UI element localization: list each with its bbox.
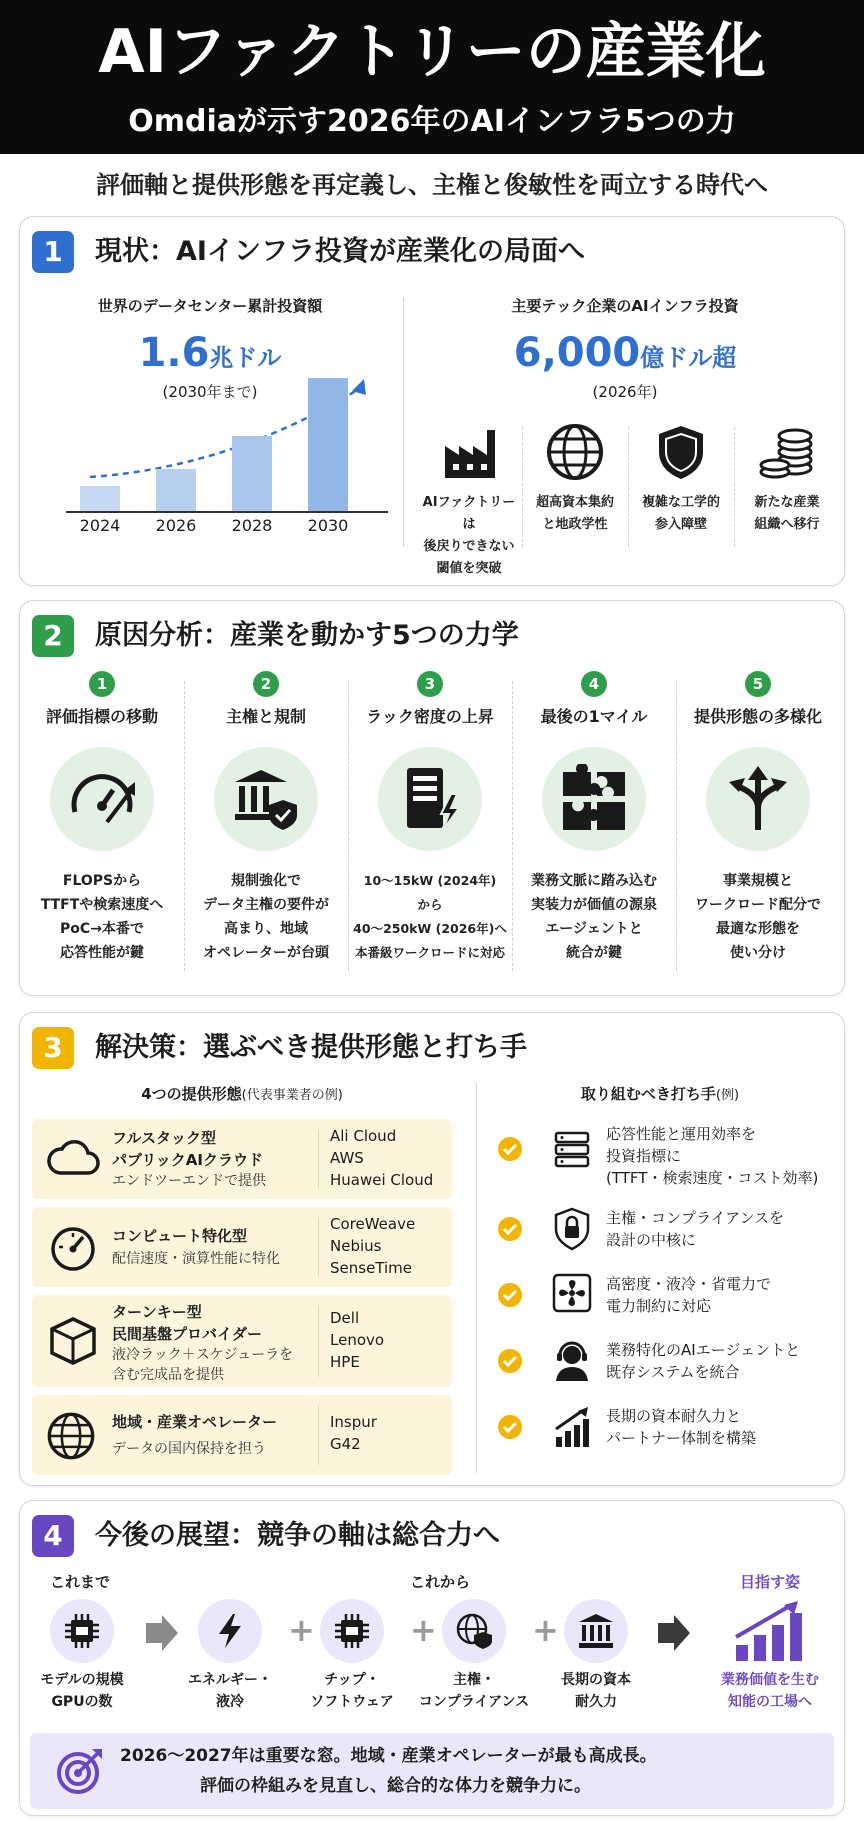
target-icon (56, 1747, 104, 1795)
force-number: 3 (417, 671, 443, 697)
force-number: 4 (581, 671, 607, 697)
action-item (498, 1403, 838, 1457)
force-description: 事業規模と ワークロード配分で 最適な形態を 使い分け (695, 873, 821, 961)
check-icon (498, 1137, 522, 1161)
split-arrows-icon (723, 764, 793, 834)
type-companies: Dell Lenovo HPE (330, 1309, 385, 1371)
divider (318, 1405, 319, 1465)
section-outlook (19, 1500, 845, 1816)
tech-investment-note: (2026年) (592, 383, 658, 401)
divider (512, 681, 513, 971)
cloud-icon (46, 1135, 100, 1181)
x-tick-label: 2028 (231, 516, 273, 535)
divider (318, 1217, 319, 1277)
after-item-label: チップ・ ソフトウェア (310, 1672, 394, 1710)
dc-investment-label: 世界のデータセンター累計投資額 (97, 297, 323, 315)
section-badge: 1 (32, 231, 74, 273)
type-companies: Inspur G42 (330, 1413, 377, 1453)
divider (522, 427, 523, 547)
after-icon-circle (564, 1599, 628, 1663)
section-badge: 4 (32, 1515, 74, 1557)
action-text: 主権・コンプライアンスを 設計の中核に (606, 1209, 785, 1249)
force-name: ラック密度の上昇 (366, 707, 494, 726)
force-delivery-diversity (678, 671, 838, 965)
footer-line-1: 2026〜2027年は重要な窓。地域・産業オペレーターが最も高成長。 (120, 1746, 657, 1766)
type-name: ターンキー型 民間基盤プロバイダー (112, 1303, 263, 1343)
government-shield-icon (231, 764, 301, 834)
after-label: これから (409, 1573, 470, 1591)
factory-item (419, 422, 519, 580)
chart-bar (308, 378, 348, 511)
before-label: これまで (50, 1573, 111, 1591)
actions-note: (例) (715, 1088, 740, 1103)
section-title: 解決策：選ぶべき提供形態と打ち手 (95, 1032, 527, 1063)
chart-bar (232, 436, 272, 511)
globe-icon (46, 1411, 96, 1461)
force-number: 2 (253, 671, 279, 697)
delivery-types-heading (32, 1083, 452, 1107)
headset-agent-icon (552, 1339, 592, 1383)
chip-icon (63, 1612, 101, 1650)
before-icon-circle (50, 1599, 114, 1663)
type-compute-specialized (32, 1207, 452, 1287)
type-description: 配信速度・演算性能に特化 (112, 1251, 280, 1267)
force-icon-circle (214, 747, 318, 851)
header (0, 0, 864, 154)
tech-investment-number: 6,000 (513, 330, 641, 376)
section-title: 今後の展望：競争の軸は総合力へ (95, 1520, 500, 1551)
chart-baseline (66, 511, 388, 513)
fan-icon (552, 1273, 592, 1313)
lock-shield-icon (552, 1207, 592, 1251)
after-item-label: 長期の資本 耐久力 (561, 1672, 631, 1710)
after-icon-circle (320, 1599, 384, 1663)
section-title: 現状：AIインフラ投資が産業化の局面へ (95, 236, 585, 267)
after-item-label: 主権・ コンプライアンス (418, 1672, 530, 1710)
type-name: フルスタック型 パブリックAIクラウド (112, 1129, 263, 1169)
type-regional-operator (32, 1395, 452, 1475)
check-icon (498, 1415, 522, 1439)
type-description: エンドツーエンドで提供 (112, 1173, 266, 1189)
puzzle-icon (559, 764, 629, 834)
force-number: 1 (89, 671, 115, 697)
coins-item (737, 422, 837, 536)
divider (184, 681, 185, 971)
plus-icon: + (288, 1611, 315, 1649)
type-name: コンピュート特化型 (112, 1227, 248, 1245)
check-icon (498, 1283, 522, 1307)
force-name: 提供形態の多様化 (693, 707, 822, 726)
tech-investment-label: 主要テック企業のAIインフラ投資 (511, 297, 739, 315)
factory-icon (439, 422, 499, 482)
type-name: 地域・産業オペレーター (112, 1413, 278, 1431)
divider (318, 1305, 319, 1377)
growth-chart-icon (552, 1405, 592, 1449)
after-icon-circle (198, 1599, 262, 1663)
type-companies: CoreWeave Nebius SenseTime (330, 1215, 416, 1277)
action-text: 高密度・液冷・省電力で 電力制約に対応 (606, 1275, 772, 1315)
speedometer-icon (67, 764, 137, 834)
type-companies: Ali Cloud AWS Huawei Cloud (330, 1127, 434, 1189)
coins-icon (757, 422, 817, 482)
force-icon-circle (706, 747, 810, 851)
action-text: 長期の資本耐久力と パートナー体制を構築 (606, 1407, 757, 1447)
actions-heading (490, 1083, 830, 1107)
plus-icon: + (532, 1611, 559, 1649)
action-item (498, 1125, 838, 1195)
divider (628, 427, 629, 547)
force-name: 主権と規制 (225, 707, 306, 726)
action-text: 業務特化のAIエージェントと 既存システムを統合 (606, 1341, 801, 1381)
x-tick-label: 2026 (155, 516, 197, 535)
after-item-label: エネルギー・ 液冷 (188, 1672, 272, 1710)
action-item (498, 1337, 838, 1391)
force-number: 5 (745, 671, 771, 697)
section-title: 原因分析：産業を動かす5つの力学 (95, 620, 519, 651)
divider (734, 427, 735, 547)
force-description: 業務文脈に踏み込む 実装力が価値の源泉 エージェントと 統合が鍵 (531, 873, 657, 961)
shield-icon (651, 422, 711, 482)
growth-bars-icon (732, 1597, 806, 1663)
type-turnkey-provider (32, 1295, 452, 1387)
tech-investment-unit: 億ドル超 (640, 344, 737, 372)
chart-bar (156, 469, 196, 511)
delivery-types-note: (代表事業者の例) (241, 1088, 343, 1103)
dc-investment-note: (2030年まで) (162, 383, 258, 401)
globe-label: 超高資本集約 と地政学性 (535, 495, 614, 532)
lightning-icon (211, 1612, 249, 1650)
type-description: 液冷ラック＋スケジューラを 含む完成品を提供 (112, 1347, 294, 1383)
action-text: 応答性能と運用効率を 投資指標に (TTFT・検索速度・コスト効率) (606, 1125, 819, 1187)
coins-label: 新たな産業 組織へ移行 (754, 495, 820, 532)
action-item (498, 1205, 838, 1259)
section-current-state (19, 216, 845, 586)
actions-title: 取り組むべき打ち手 (580, 1085, 716, 1103)
globe-shield-icon (455, 1612, 493, 1650)
force-sovereignty (186, 671, 346, 965)
check-icon (498, 1349, 522, 1373)
force-icon-circle (50, 747, 154, 851)
force-description: 規制強化で データ主権の要件が 高まり、地域 オペレーターが台頭 (203, 873, 329, 961)
server-rack-icon (395, 764, 465, 834)
before-item-label: モデルの規模 GPUの数 (40, 1672, 124, 1710)
delivery-types-title: 4つの提供形態 (141, 1085, 242, 1103)
x-tick-label: 2030 (307, 516, 349, 535)
type-description: データの国内保持を担う (112, 1441, 266, 1457)
shield-label: 複雑な工学的 参入障壁 (641, 495, 720, 532)
globe-icon (545, 422, 605, 482)
divider (318, 1129, 319, 1189)
divider (676, 681, 677, 971)
goal-label: 目指す姿 (739, 1573, 800, 1591)
force-name: 最後の1マイル (540, 707, 648, 726)
tech-investment-value (415, 327, 835, 379)
section-cause-analysis (19, 600, 845, 996)
plus-icon: + (410, 1611, 437, 1649)
gauge-icon (46, 1223, 100, 1271)
divider (348, 681, 349, 971)
check-icon (498, 1217, 522, 1241)
bank-icon (577, 1612, 615, 1650)
x-tick-label: 2024 (79, 516, 121, 535)
after-icon-circle (442, 1599, 506, 1663)
force-name: 評価指標の移動 (45, 707, 158, 726)
type-fullstack-cloud (32, 1119, 452, 1199)
goal-item-label: 業務価値を生む 知能の工場へ (721, 1672, 819, 1710)
force-metric-shift (22, 671, 182, 965)
dc-investment-number: 1.6 (138, 330, 210, 376)
section-badge: 3 (32, 1027, 74, 1069)
page-title: AIファクトリーの産業化 (98, 17, 766, 87)
box-icon (46, 1315, 100, 1367)
page-subtitle: Omdiaが示す2026年のAIインフラ5つの力 (128, 104, 736, 139)
arrow-right-icon (656, 1613, 692, 1653)
arrow-right-icon (144, 1613, 180, 1653)
factory-label: AIファクトリーは 後戻りできない 閾値を突破 (422, 495, 516, 576)
action-item (498, 1271, 838, 1325)
divider (476, 1083, 477, 1473)
shield-item (631, 422, 731, 536)
force-last-mile (514, 671, 674, 965)
force-icon-circle (378, 747, 482, 851)
force-description: 10〜15kW (2024年) から 40〜250kW (2026年)へ 本番級ワークロードに対応 (353, 873, 507, 960)
chart-bar (80, 486, 120, 511)
section-badge: 2 (32, 615, 74, 657)
divider (403, 297, 404, 547)
force-icon-circle (542, 747, 646, 851)
dc-investment-unit: 兆ドル (209, 344, 282, 372)
footer-line-2: 評価の枠組みを見直し、総合的な体力を競争力に。 (200, 1776, 591, 1796)
force-description: FLOPSから TTFTや検索速度へ PoC→本番で 応答性能が鍵 (40, 873, 164, 961)
section-solutions (19, 1012, 845, 1486)
tagline: 評価軸と提供形態を再定義し、主権と俊敏性を両立する時代へ (96, 171, 768, 199)
globe-item (525, 422, 625, 536)
server-icon (552, 1129, 592, 1169)
footer-banner (30, 1733, 834, 1809)
chip-icon (333, 1612, 371, 1650)
force-rack-density (350, 671, 510, 965)
